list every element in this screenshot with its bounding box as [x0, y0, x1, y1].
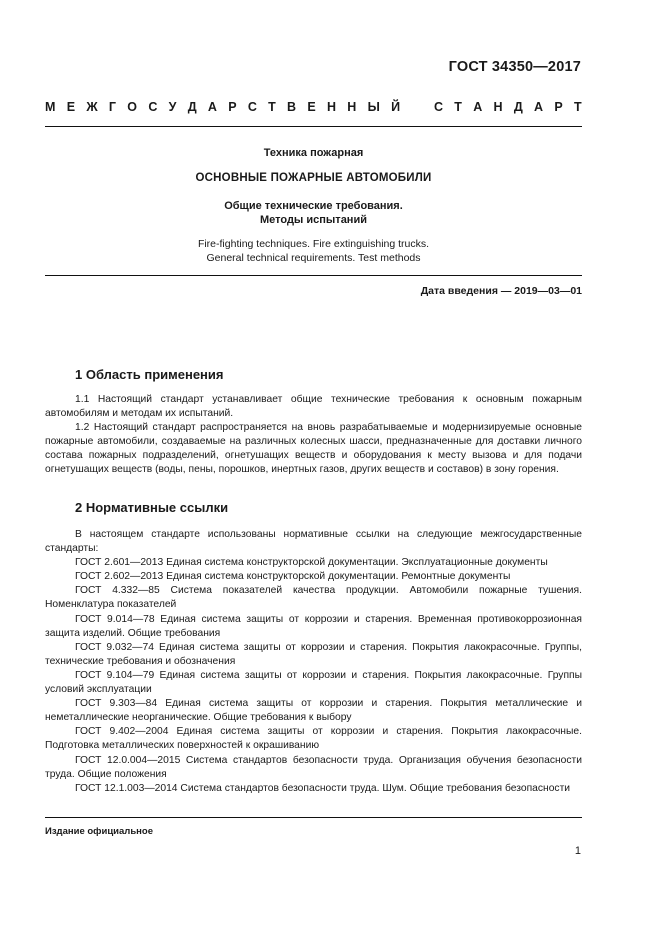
banner-letter: Н — [347, 100, 357, 114]
reference-item: ГОСТ 2.601—2013 Единая система конструкторской документации. Эксплуатационные документы — [75, 557, 548, 569]
document-topic: Техника пожарная — [263, 147, 364, 159]
banner-letter: С — [247, 100, 257, 114]
banner-letter: У — [168, 100, 177, 114]
reference-item: ГОСТ 9.402—2004 Единая система защиты от коррозии и старения. Покрытия лакокрасочные. Подготовка металлических поверхностей к окрашиванию — [45, 726, 582, 752]
title-divider — [45, 275, 582, 276]
banner-letter: М — [45, 100, 56, 114]
banner-letter: Е — [66, 100, 76, 114]
banner-letter: Д — [513, 100, 523, 114]
introduction-date: Дата введения — 2019—03—01 — [420, 285, 582, 297]
reference-item: ГОСТ 12.1.003—2014 Система стандартов безопасности труда. Шум. Общие требования безопасности — [75, 782, 571, 794]
banner-letter: Е — [307, 100, 316, 114]
banner-letter: Й — [391, 100, 401, 114]
subtitle-line: Общие технические требования. — [224, 200, 403, 212]
banner-letter: Т — [454, 100, 462, 114]
banner-letter: С — [148, 100, 158, 114]
banner-letter: В — [287, 100, 297, 114]
reference-item: ГОСТ 12.0.004—2015 Система стандартов безопасности труда. Организация обучения безопасности труда. Общие положения — [45, 754, 582, 780]
document-subtitle — [45, 199, 582, 227]
banner-letter: А — [207, 100, 217, 114]
banner-letter: Р — [228, 100, 237, 114]
banner-letter: А — [534, 100, 544, 114]
paragraph: 1.2 Настоящий стандарт распространяется на вновь разрабатываемые и модернизируемые основные пожарные автомобили, создаваемые на различных колесных шасси, предназначенные для доставки личного состава пожарных подразделений, огнетушащих веществ и оборудования к месту вызова и для подачи огнетушащих веществ (воды, пены, порошков, инертных газов, других веществ и составов) в зону горения. — [45, 422, 582, 476]
banner-letter: Ж — [86, 100, 98, 114]
banner-letter: С — [433, 100, 443, 114]
banner-letter: Н — [493, 100, 503, 114]
header-divider — [45, 126, 582, 127]
banner-letter: Г — [108, 100, 117, 114]
english-title-line: Fire-fighting techniques. Fire extinguishing trucks. — [197, 238, 430, 250]
page-number: 1 — [574, 845, 581, 857]
english-title-line: General technical requirements. Test methods — [206, 252, 421, 264]
banner-letter: Н — [326, 100, 337, 114]
english-title — [45, 237, 582, 265]
document-title: ОСНОВНЫЕ ПОЖАРНЫЕ АВТОМОБИЛИ — [195, 172, 432, 184]
subtitle-line: Методы испытаний — [260, 214, 367, 226]
reference-item: ГОСТ 9.104—79 Единая система защиты от коррозии и старения. Покрытия лакокрасочные. Группы условий эксплуатации — [45, 669, 582, 696]
standard-number: ГОСТ 34350—2017 — [448, 59, 581, 75]
paragraph: 1.1 Настоящий стандарт устанавливает общие технические требования к основным пожарным автомобилям и методам их испытаний. — [45, 394, 582, 420]
banner-letter: Т — [573, 100, 582, 114]
section-heading-references: 2 Нормативные ссылки — [75, 500, 229, 515]
reference-item: ГОСТ 9.303—84 Единая система защиты от коррозии и старения. Покрытия металлические и неметаллические неорганические. Общие требования к выбору — [45, 698, 582, 724]
banner-letter: О — [127, 100, 138, 114]
reference-item: ГОСТ 9.014—78 Единая система защиты от коррозии и старения. Временная противокоррозионная защита изделий. Общие требования — [45, 613, 582, 639]
reference-item: ГОСТ 9.032—74 Единая система защиты от коррозии и старения. Покрытия лакокрасочные. Группы, технические требования и обозначения — [45, 641, 582, 667]
official-edition-label: Издание официальное — [45, 826, 153, 837]
paragraph: В настоящем стандарте использованы нормативные ссылки на следующие межгосударственные стандарты: — [45, 529, 582, 555]
reference-item: ГОСТ 2.602—2013 Единая система конструкторской документации. Ремонтные документы — [75, 571, 511, 583]
footer-divider — [45, 817, 582, 818]
banner-letter: Д — [187, 100, 197, 114]
banner-letter: Ы — [367, 100, 380, 114]
banner-letter: Р — [554, 100, 563, 114]
banner-letter: А — [473, 100, 483, 114]
interstate-standard-banner — [45, 100, 582, 114]
reference-item: ГОСТ 4.332—85 Система показателей качества продукции. Автомобили пожарные тушения. Номенклатура показателей — [45, 585, 582, 611]
banner-letter: Т — [268, 100, 276, 114]
section-scope-body — [45, 393, 582, 478]
section-heading-scope: 1 Область применения — [75, 367, 224, 382]
section-references-body — [45, 528, 582, 796]
